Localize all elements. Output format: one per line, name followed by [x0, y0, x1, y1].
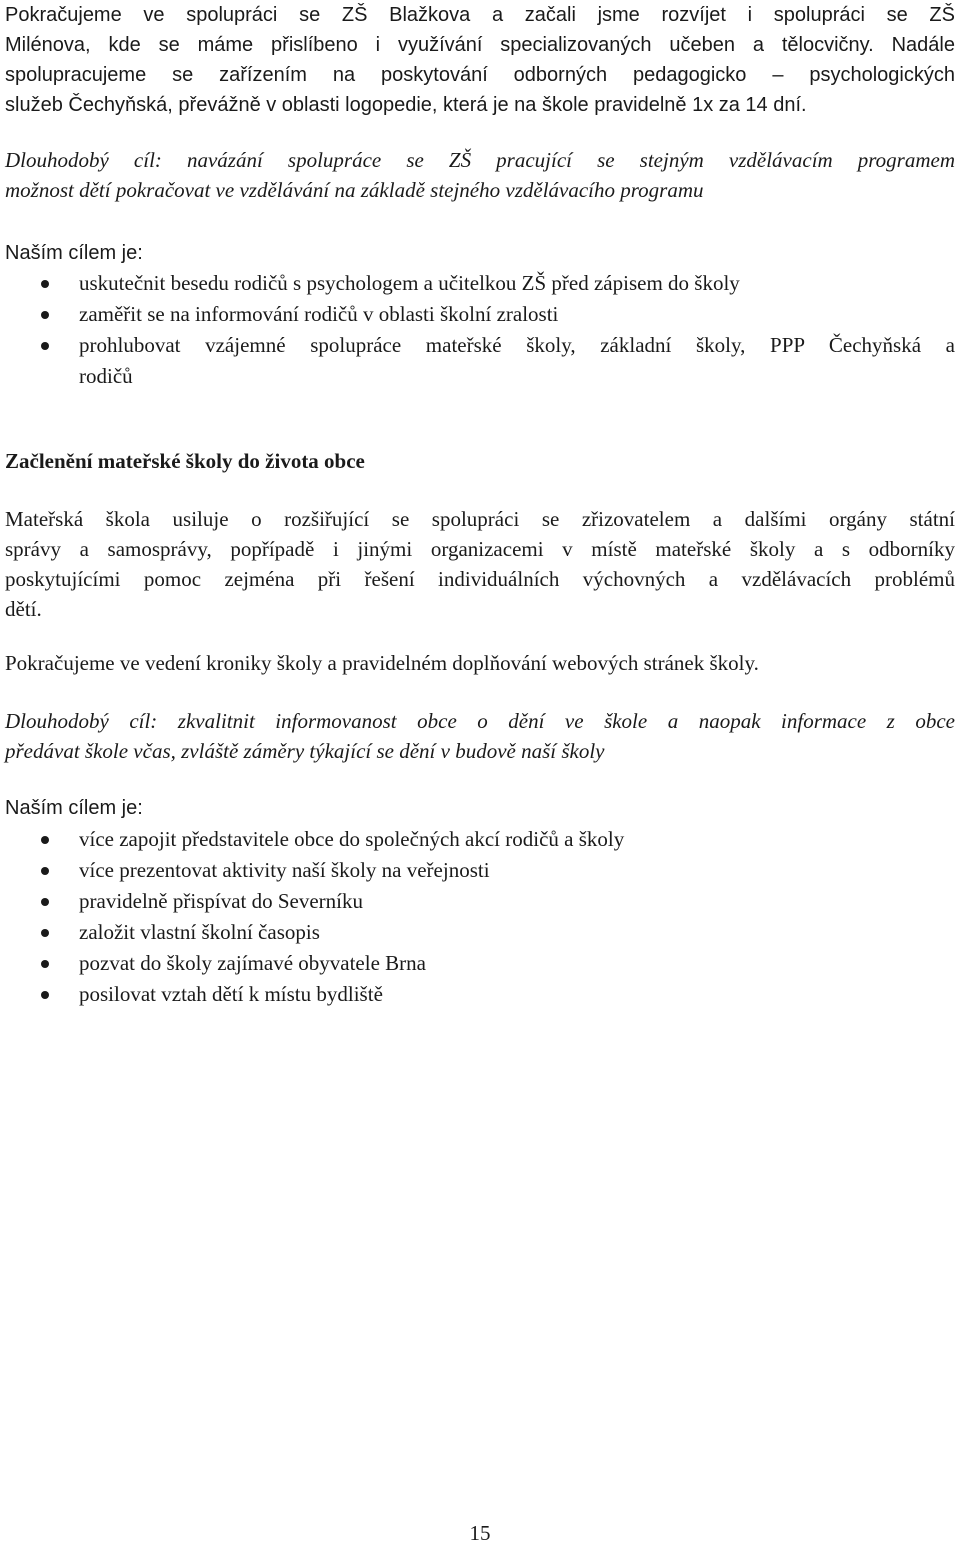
list-item [0, 886, 955, 917]
long-term-goal-2 [5, 706, 955, 766]
aims-heading-1 [5, 238, 955, 268]
list-item [0, 917, 955, 948]
list-item [0, 948, 955, 979]
aims-heading-text: Naším cílem je: [5, 242, 143, 264]
intro-paragraph [5, 0, 955, 120]
bullet-icon [41, 342, 49, 350]
bullet-icon [41, 311, 49, 319]
paragraph-line: poskytujícími pomoc zejména při řešení individuálních výchovných a vzdělávacích problémů [5, 567, 955, 591]
aims-heading-text: Naším cílem je: [5, 797, 143, 819]
paragraph-line: Pokračujeme ve vedení kroniky školy a pravidelném doplňování webových stránek školy. [5, 651, 759, 675]
list-item-text: více zapojit představitele obce do společných akcí rodičů a školy [79, 827, 625, 851]
aims-heading-2 [5, 793, 955, 823]
list-item-text: rodičů [79, 364, 133, 388]
intro-line: služeb Čechyňská, převážně v oblasti logopedie, která je na škole pravidelně 1x za 14 dní. [5, 94, 807, 116]
bullet-icon [41, 898, 49, 906]
intro-line: Milénova, kde se máme přislíbeno i využívání specializovaných učeben a tělocvičny. Nadále [5, 34, 955, 56]
list-item [0, 855, 955, 886]
list-item-text: uskutečnit besedu rodičů s psychologem a učitelkou ZŠ před zápisem do školy [79, 271, 740, 295]
list-item-text: pravidelně přispívat do Severníku [79, 889, 364, 913]
list-item [0, 330, 955, 361]
aims-list-1 [0, 268, 960, 392]
list-item-continuation [0, 361, 955, 392]
intro-line: Pokračujeme ve spolupráci se ZŠ Blažkova a začali jsme rozvíjet i spolupráci se ZŠ [5, 4, 955, 26]
section-paragraph-2 [5, 648, 955, 678]
list-item-text: posilovat vztah dětí k místu bydliště [79, 982, 383, 1006]
bullet-icon [41, 991, 49, 999]
bullet-icon [41, 929, 49, 937]
list-item-text: založit vlastní školní časopis [79, 920, 320, 944]
goal-line: možnost dětí pokračovat ve vzdělávání na základě stejného vzdělávacího programu [5, 178, 704, 202]
list-item-text: prohlubovat vzájemné spolupráce mateřské školy, základní školy, PPP Čechyňská a [79, 333, 955, 357]
page-number: 15 [469, 1521, 491, 1545]
long-term-goal-1 [5, 145, 955, 205]
section-title [5, 446, 955, 476]
section-title-text: Začlenění mateřské školy do života obce [5, 449, 365, 473]
section-paragraph-1 [5, 504, 955, 624]
goal-line: Dlouhodobý cíl: navázání spolupráce se ZŠ pracující se stejným vzdělávacím programem [5, 148, 955, 172]
list-item-text: pozvat do školy zajímavé obyvatele Brna [79, 951, 426, 975]
bullet-icon [41, 280, 49, 288]
list-item [0, 979, 955, 1010]
bullet-icon [41, 836, 49, 844]
bullet-icon [41, 867, 49, 875]
list-item [0, 824, 955, 855]
list-item-text: zaměřit se na informování rodičů v oblasti školní zralosti [79, 302, 559, 326]
bullet-icon [41, 960, 49, 968]
paragraph-line: Mateřská škola usiluje o rozšiřující se spolupráci se zřizovatelem a dalšími orgány státní [5, 507, 955, 531]
goal-line: předávat škole včas, zvláště záměry týkající se dění v budově naší školy [5, 739, 605, 763]
aims-list-2 [0, 824, 960, 1010]
paragraph-line: dětí. [5, 597, 42, 621]
goal-line: Dlouhodobý cíl: zkvalitnit informovanost obce o dění ve škole a naopak informace z obce [5, 709, 955, 733]
paragraph-line: správy a samosprávy, popřípadě i jinými organizacemi v místě mateřské školy a s odborníky [5, 537, 955, 561]
intro-line: spolupracujeme se zařízením na poskytování odborných pedagogicko – psychologických [5, 64, 955, 86]
list-item [0, 299, 955, 330]
list-item [0, 268, 955, 299]
list-item-text: více prezentovat aktivity naší školy na veřejnosti [79, 858, 490, 882]
